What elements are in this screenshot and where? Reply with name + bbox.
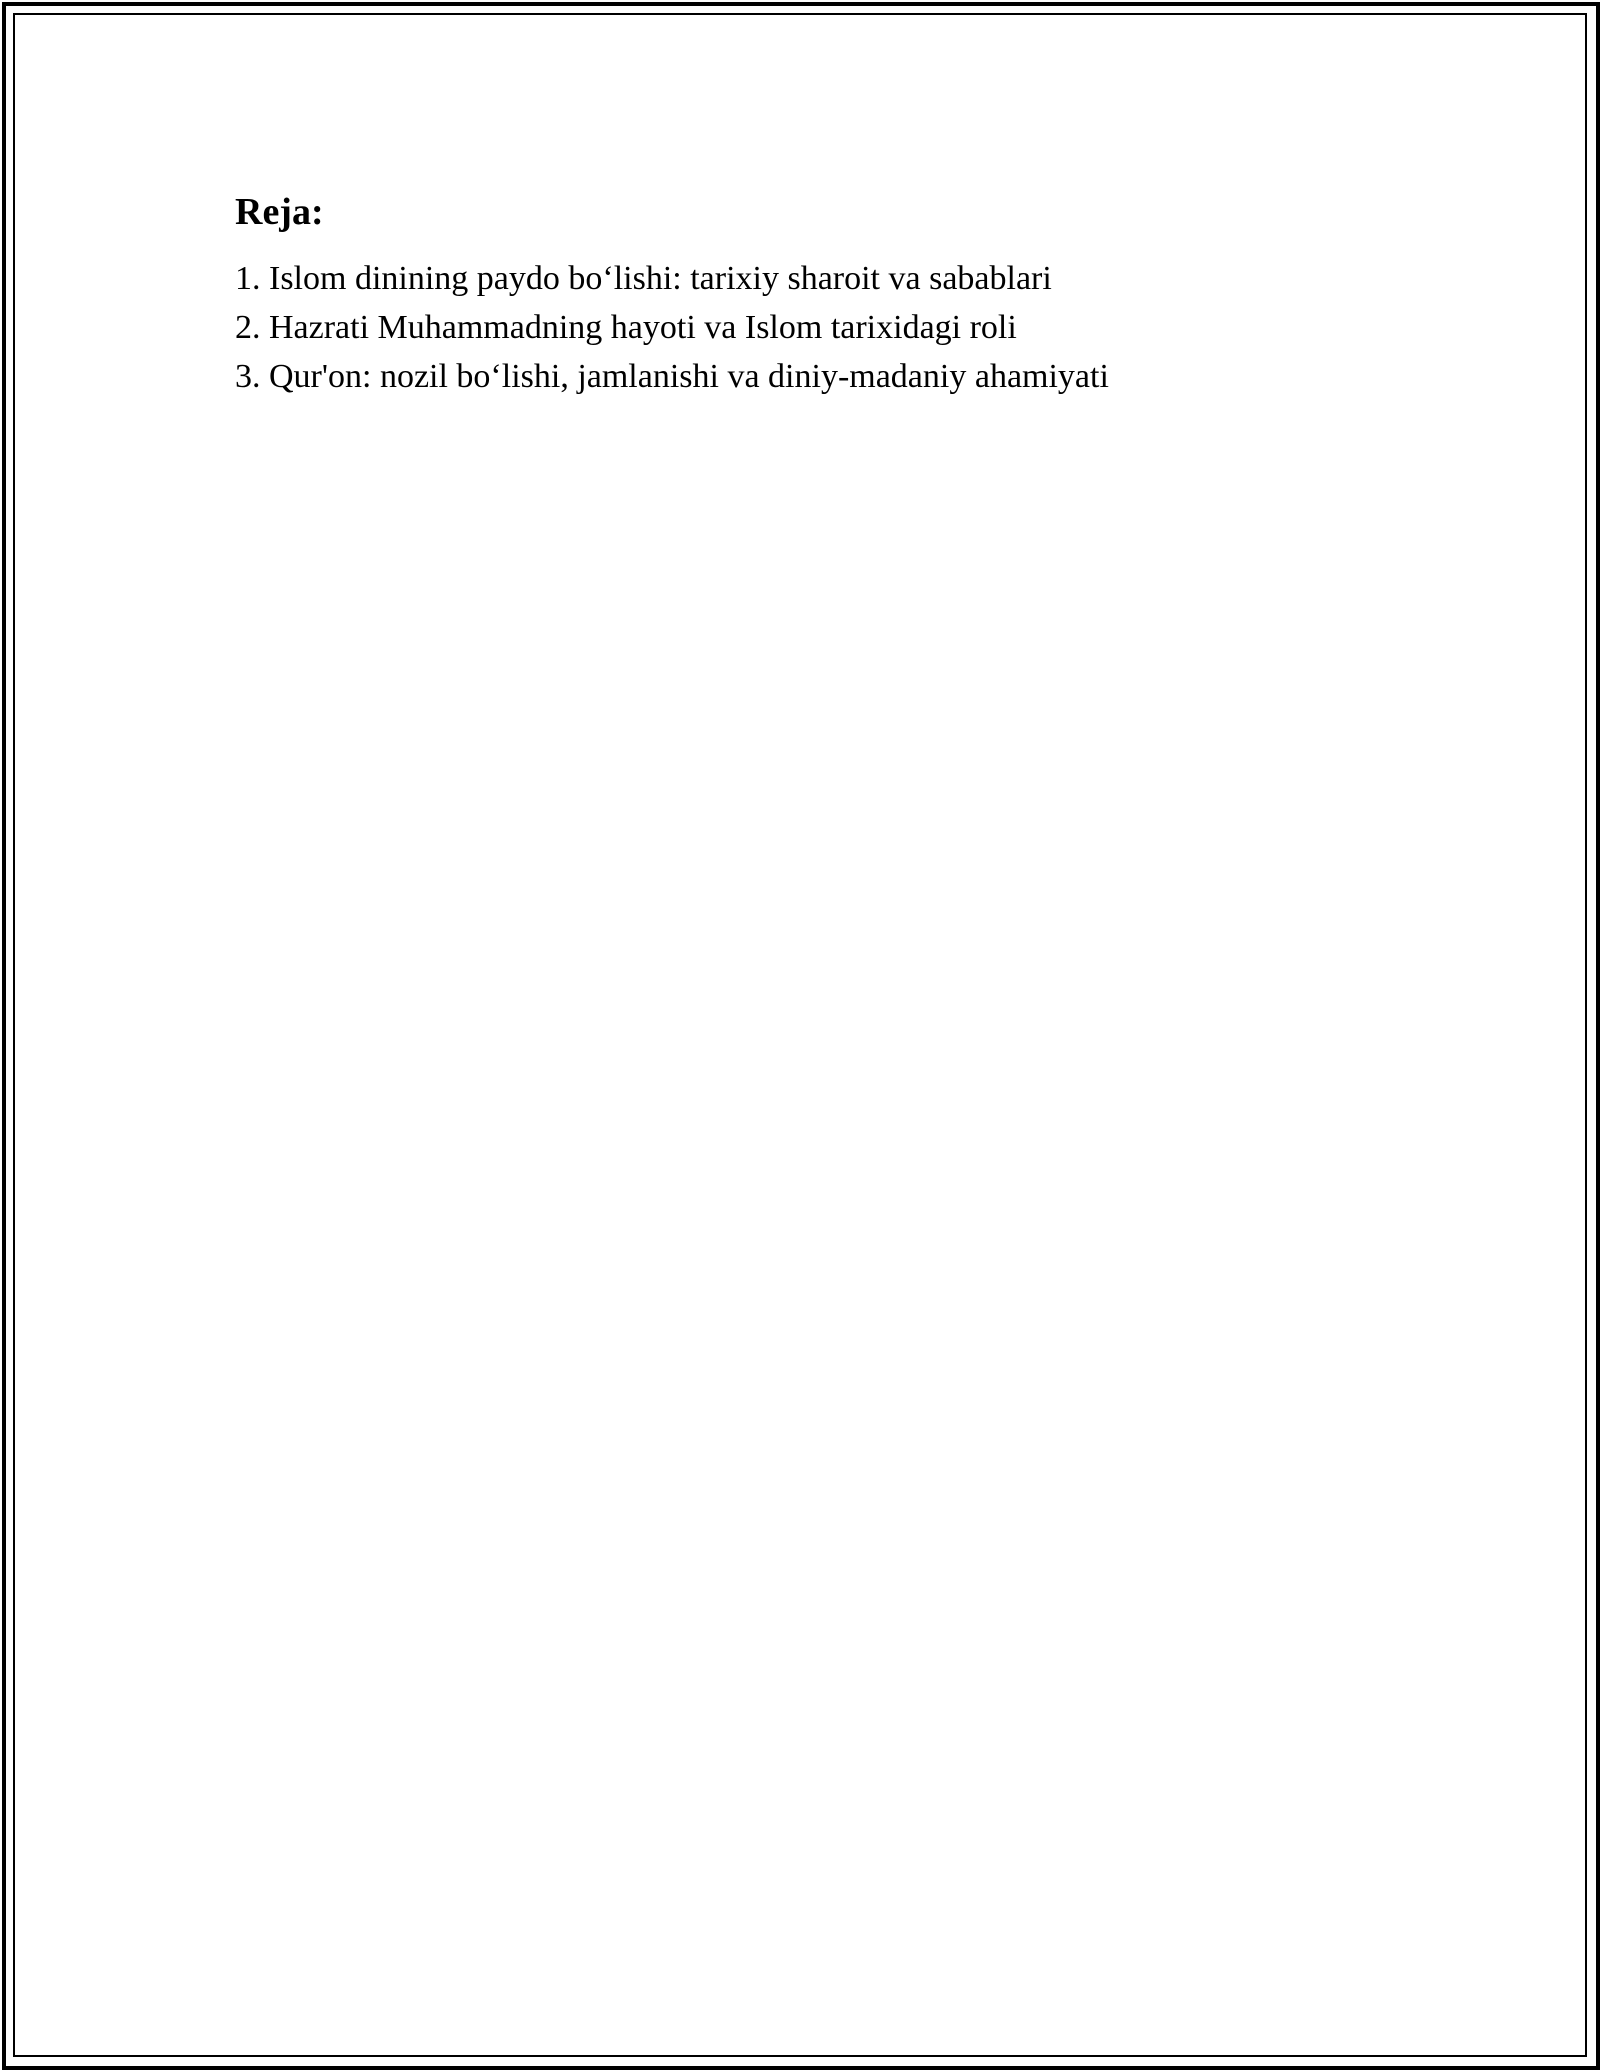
plan-item-3 — [235, 352, 1435, 401]
plan-item-text: Qur'on: nozil bo‘lishi, jamlanishi va diniy-madaniy ahamiyati — [269, 358, 1109, 395]
plan-item-1 — [235, 254, 1435, 303]
plan-item-number: 3. — [235, 358, 261, 395]
plan-item-text: Hazrati Muhammadning hayoti va Islom tarixidagi roli — [269, 309, 1017, 346]
document-content — [235, 188, 1435, 401]
plan-heading: Reja: — [235, 191, 324, 233]
plan-item-number: 1. — [235, 260, 261, 297]
plan-item-text: Islom dinining paydo bo‘lishi: tarixiy sharoit va sabablari — [269, 260, 1052, 297]
plan-item-2 — [235, 303, 1435, 352]
plan-item-number: 2. — [235, 309, 261, 346]
plan-list — [235, 254, 1435, 401]
